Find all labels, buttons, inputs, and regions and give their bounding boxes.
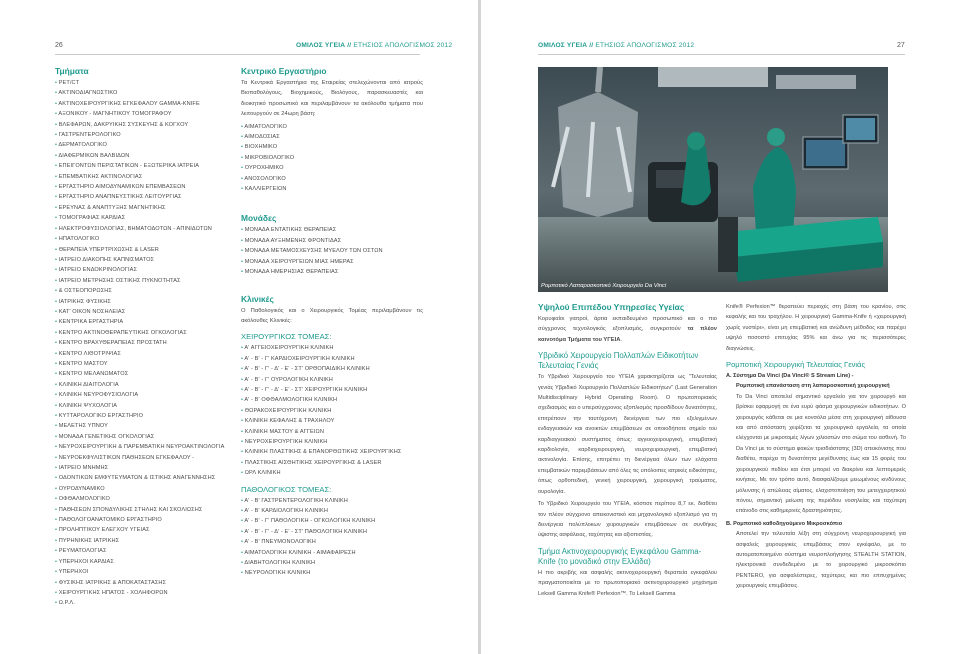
robotics-column: [726, 302, 906, 594]
department-item: • ΝΕΥΡΟΧΕΙΡΟΥΡΓΙΚΗ & ΠΑΡΕΜΒΑΤΙΚΗ ΝΕΥΡΟΑΚΤΙΝΟΛΟΓΙΑ: [55, 442, 235, 452]
department-item: • ΘΕΡΑΠΕΙΑ ΥΠΕΡΤΡΙΧΩΣΗΣ & LASER: [55, 245, 235, 255]
department-item: • ΚΛΙΝΙΚΗ ΨΥΧΟΛΟΓΙΑ: [55, 401, 235, 411]
department-item: • ΓΑΣΤΡΕΝΤΕΡΟΛΟΓΙΚΟ: [55, 130, 235, 140]
running-head-brand: ΟΜΙΛΟΣ ΥΓΕΙΑ //: [538, 42, 594, 49]
department-item: • ΚΕΝΤΡΙΚΑ ΕΡΓΑΣΤΗΡΙΑ: [55, 317, 235, 327]
surgical-clinic-item: • ΚΛΙΝΙΚΗ ΜΑΣΤΟΥ & ΑΓΓΕΙΩΝ: [241, 427, 423, 437]
department-item: • ΚΕΝΤΡΟ ΜΑΣΤΟΥ: [55, 359, 235, 369]
surgical-clinic-item: • ΝΕΥΡΟΧΕΙΡΟΥΡΓΙΚΗ ΚΛΙΝΙΚΗ: [241, 437, 423, 447]
department-item: • ΙΑΤΡΕΙΟ ΜΕΤΡΗΣΗΣ ΟΣΤΙΚΗΣ ΠΥΚΝΟΤΗΤΑΣ: [55, 276, 235, 286]
departments-title: Τμήματα: [55, 66, 89, 76]
department-item: • ΒΛΕΦΑΡΩΝ, ΔΑΚΡΥΙΚΗΣ ΣΥΣΚΕΥΗΣ & ΚΟΓΧΟΥ: [55, 120, 235, 130]
da-vinci-subtitle: Ρομποτική επανάσταση στη λαπαροσκοπική χειρουργική: [736, 383, 890, 390]
intro-bold-text: τα πλέον καινοτόμα Τμήματα του ΥΓΕΙΑ: [538, 326, 717, 343]
medical-clinic-item: • Α' - Β' ΠΝΕΥΜΟΝΟΛΟΓΙΚΗ: [241, 537, 423, 547]
medical-clinic-item: • Α' - Β' - Γ' - Δ' - Ε' - ΣΤ' ΠΑΘΟΛΟΓΙΚΗ ΚΛΙΝΙΚΗ: [241, 527, 423, 537]
clinics-title: Κλινικές: [241, 293, 274, 304]
department-item: • ΑΚΤΙΝΟΧΕΙΡΟΥΡΓΙΚΗΣ ΕΓΚΕΦΑΛΟΥ GAMMA-KNIFE: [55, 99, 235, 109]
department-item: • ΝΕΥΡΟΕΚΦΥΛΙΣΤΙΚΩΝ ΠΑΘΗΣΕΩΝ ΕΓΚΕΦΑΛΟΥ -: [55, 453, 235, 463]
department-item: • ΙΑΤΡΕΙΟ ΔΙΑΚΟΠΗΣ ΚΑΠΝΙΣΜΑΤΟΣ: [55, 255, 235, 265]
department-item: • ΥΠΕΡΗΧΟΙ ΚΑΡΔΙΑΣ: [55, 557, 235, 567]
department-item: • ΑΞΟΝΙΚΟΥ - ΜΑΓΝΗΤΙΚΟΥ ΤΟΜΟΓΡΑΦΟΥ: [55, 109, 235, 119]
surgical-clinic-item: • ΩΡΛ ΚΛΙΝΙΚΗ: [241, 468, 423, 478]
surgical-sector-title: ΧΕΙΡΟΥΡΓΙΚΟΣ ΤΟΜΕΑΣ:: [241, 332, 332, 342]
medical-clinic-item: • Α' - Β' ΚΑΡΔΙΟΛΟΓΙΚΗ ΚΛΙΝΙΚΗ: [241, 506, 423, 516]
department-item: • ΕΡΓΑΣΤΗΡΙΟ ΑΙΜΟΔΥΝΑΜΙΚΩΝ ΕΠΕΜΒΑΣΕΩΝ: [55, 182, 235, 192]
lab-item: • ΒΙΟΧΗΜΙΚΟ: [241, 142, 423, 152]
medical-sector-title: ΠΑΘΟΛΟΓΙΚΟΣ ΤΟΜΕΑΣ:: [241, 484, 332, 494]
department-item: • ΠΑΘΗΣΕΩΝ ΣΠΟΝΔΥΛΙΚΗΣ ΣΤΗΛΗΣ ΚΑΙ ΣΚΟΛΙΩΣΗΣ: [55, 505, 235, 515]
lab-item: • ΑΝΟΣΟΛΟΓΙΚΟ: [241, 174, 423, 184]
lab-item: • ΜΙΚΡΟΒΙΟΛΟΓΙΚΟ: [241, 153, 423, 163]
robotic-surgery-title: Ρομποτική Χειρουργική Τελευταίας Γενιάς: [726, 360, 866, 370]
units-list: [241, 225, 423, 277]
da-vinci-title: Α. Σύστημα Da Vinci (Da Vinci® S Stream Line) -: [726, 373, 854, 380]
left-page: [0, 0, 478, 654]
medical-clinic-item: • ΝΕΥΡΟΛΟΓΙΚΗ ΚΛΙΝΙΚΗ: [241, 568, 423, 578]
surgical-clinic-item: • Α' - Β' ΟΦΘΑΛΜΟΛΟΓΙΚΗ ΚΛΙΝΙΚΗ: [241, 395, 423, 405]
department-item: • ΕΠΕΙΓΟΝΤΩΝ ΠΕΡΙΣΤΑΤΙΚΩΝ - ΕΞΩΤΕΡΙΚΑ ΙΑΤΡΕΙΑ: [55, 161, 235, 171]
gamma-knife-title: Τμήμα Ακτινοχειρουργικής Εγκεφάλου Gamma-Knife (το μοναδικό στην Ελλάδα): [538, 546, 702, 566]
department-item: • ΚΕΝΤΡΟ ΛΙΘΟΤΡΙΨΙΑΣ: [55, 349, 235, 359]
department-item: • ΤΟΜΟΓΡΑΦΙΑΣ ΚΑΡΔΙΑΣ: [55, 213, 235, 223]
department-item: • ΧΕΙΡΟΥΡΓΙΚΗΣ ΗΠΑΤΟΣ - ΧΟΛΗΦΟΡΩΝ: [55, 588, 235, 598]
medical-clinic-item: • Α' - Β' - Γ' ΠΑΘΟΛΟΓΙΚΗ - ΟΓΚΟΛΟΓΙΚΗ ΚΛΙΝΙΚΗ: [241, 516, 423, 526]
gamma-knife-paragraph: Η πιο ακριβής και ασφαλής ακτινοχειρουργική θεραπεία εγκεφάλου πραγματοποιείται με το πρωτοποριακό ακτινοχειρουργικό μηχάνημα Leksell Gamma Knife® Perfexion™. Το Leksell Gamma: [538, 569, 717, 597]
units-title: Μονάδες: [241, 213, 277, 224]
surgical-clinic-item: • ΠΛΑΣΤΙΚΗΣ ΑΙΣΘΗΤΙΚΗΣ ΧΕΙΡΟΥΡΓΙΚΗΣ & LASER: [241, 458, 423, 468]
department-item: • ΕΠΕΜΒΑΤΙΚΗΣ ΑΚΤΙΝΟΛΟΓΙΑΣ: [55, 172, 235, 182]
department-item: • ΜΕΛΕΤΗΣ ΥΠΝΟΥ: [55, 421, 235, 431]
surgical-clinic-item: • ΘΩΡΑΚΟΧΕΙΡΟΥΡΓΙΚΗ ΚΛΙΝΙΚΗ: [241, 406, 423, 416]
department-item: • ΥΠΕΡΗΧΟΙ: [55, 567, 235, 577]
running-head: [538, 42, 694, 49]
department-item: • & ΟΣΤΕΟΠΟΡΩΣΗΣ: [55, 286, 235, 296]
department-item: • ΕΡΕΥΝΑΣ & ΑΝΑΠΤΥΞΗΣ ΜΑΓΝΗΤΙΚΗΣ: [55, 203, 235, 213]
department-item: • PET/CT: [55, 78, 235, 88]
central-lab-intro: Τα Κεντρικά Εργαστήρια της Εταιρείας στελεχώνονται από ιατρούς Βιοπαθολόγους, Βιοχημικούς, Βιολόγους, παρασκευαστές και διοικητικό προσωπικό και περιλαμβάνουν τα ακόλουθα τμήματα που λειτουργούν σε 24ωρη βάση:: [241, 80, 423, 118]
header-rule: [538, 54, 905, 55]
hybrid-or-title: Υβριδικό Χειρουργείο Πολλαπλών Ειδικοτήτων Τελευταίας Γενιάς: [538, 351, 699, 371]
department-item: • ΠΡΟΛΗΠΤΙΚΟΥ ΕΛΕΓΧΟΥ ΥΓΕΙΑΣ: [55, 525, 235, 535]
page-number: 27: [897, 42, 905, 49]
department-item: • ΚΕΝΤΡΟ ΑΚΤΙΝΟΘΕΡΑΠΕΥΤΙΚΗΣ ΟΓΚΟΛΟΓΙΑΣ: [55, 328, 235, 338]
lab-item: • ΚΑΛΛΙΕΡΓΕΙΩΝ: [241, 184, 423, 194]
department-item: • ΚΛΙΝΙΚΗ ΔΙΑΙΤΟΛΟΓΙΑ: [55, 380, 235, 390]
surgical-clinic-item: • Α' - Β' - Γ' - Δ' - Ε' - ΣΤ' ΟΡΘΟΠΑΙΔΙΚΗ ΚΛΙΝΙΚΗ: [241, 364, 423, 374]
da-vinci-text: Το Da Vinci αποτελεί σημαντικό εργαλείο για τον χειρουργό και βρίσκει εφαρμογή σε ένα ευρύ φάσμα χειρουργικών ειδικοτήτων. Ο χειρουργός κάθεται σε μια κονσόλα μέσα στη χειρουργική αίθουσα και από απόσταση χειρίζεται τα χειρουργικά εργαλεία, τα οποία ελέγχονται με μικροτομές λίγων χιλιοστών στο σώμα του ασθενή. Το Da Vinci με το σύστημα φακών τρισδιάστατης (3D) απεικόνισης που διαθέτει, παρέχει τη δυνατότητα μεγέθυνσης έως και 15 φορές του χειρουργικού πεδίου και έτσι μπορεί να διακρίνει και λεπτομερείς κινήσεις. Με τον τρόπο αυτό, διασφαλίζουμε μειωμένους κινδύνους μόλυνσης ή απώλειας αίματος, ελαχιστοποίηση του μετεγχειρητικού πόνου, σημαντική μείωση της περιόδου νοσηλείας και ταχύτερη επάνοδο στις καθημερινές δραστηριότητες.: [736, 393, 906, 515]
departments-list: [55, 78, 235, 609]
surgery-photo: [538, 67, 888, 292]
department-item: • ΙΑΤΡΕΙΟ ΕΝΔΟΚΡΙΝΟΛΟΓΙΑΣ: [55, 265, 235, 275]
unit-item: • ΜΟΝΑΔΑ ΕΝΤΑΤΙΚΗΣ ΘΕΡΑΠΕΙΑΣ: [241, 225, 423, 235]
clinics-intro: Ο Παθολογικός και ο Χειρουργικός Τομέας περιλαμβάνουν τις ακόλουθες Κλινικές:: [241, 307, 423, 324]
department-item: • ΑΚΤΙΝΟΔΙΑΓΝΩΣΤΙΚΟ: [55, 88, 235, 98]
unit-item: • ΜΟΝΑΔΑ ΗΜΕΡΗΣΙΑΣ ΘΕΡΑΠΕΙΑΣ: [241, 267, 423, 277]
department-item: • ΟΔΟΝΤΙΚΩΝ ΕΜΦΥΤΕΥΜΑΤΩΝ & ΙΣΤΙΚΗΣ ΑΝΑΓΕΝΝΗΣΗΣ: [55, 473, 235, 483]
hq-services-intro: [538, 314, 717, 345]
lab-item: • ΟΥΡΟΧΗΜΙΚΟ: [241, 163, 423, 173]
running-head-brand: ΟΜΙΛΟΣ ΥΓΕΙΑ //: [296, 42, 352, 49]
unit-item: • ΜΟΝΑΔΑ ΑΥΞΗΜΕΝΗΣ ΦΡΟΝΤΙΔΑΣ: [241, 236, 423, 246]
department-item: • ΚΛΙΝΙΚΗ ΝΕΥΡΟΦΥΣΙΟΛΟΓΙΑ: [55, 390, 235, 400]
departments-section: [55, 66, 235, 609]
department-item: • ΙΑΤΡΙΚΗΣ ΦΥΣΙΚΗΣ: [55, 297, 235, 307]
running-head-title: ΕΤΗΣΙΟΣ ΑΠΟΛΟΓΙΣΜΟΣ 2012: [595, 42, 695, 49]
hybrid-or-paragraph-2: Το Υβριδικό Χειρουργείο του ΥΓΕΙΑ, κόστισε περίπου 8,7 εκ. διαθέτει τον πλέον σύγχρονο απεικονιστικό και μηχανολογικό εξοπλισμό για τη διενέργεια πολύπλοκων χειρουργικών επεμβάσεων σε συνθήκες ύψιστης ασφάλειας, ταχύτητας και αξιοπιστίας.: [538, 501, 717, 539]
central-lab-title: Κεντρικό Εργαστήριο: [241, 66, 327, 76]
robotic-microscope-title: Β. Ρομποτικό καθοδηγούμενο Μικροσκόπιο: [726, 520, 843, 527]
unit-item: • ΜΟΝΑΔΑ ΜΕΤΑΜΟΣΧΕΥΣΗΣ ΜΥΕΛΟΥ ΤΩΝ ΟΣΤΩΝ: [241, 246, 423, 256]
department-item: • ΚΕΝΤΡΟ ΒΡΑΧΥΘΕΡΑΠΕΙΑΣ ΠΡΟΣΤΑΤΗ: [55, 338, 235, 348]
department-item: • ΚΕΝΤΡΟ ΜΕΛΑΝΩΜΑΤΟΣ: [55, 369, 235, 379]
intro-text: Κορυφαίοι γιατροί, άρτια εκπαιδευμένο προσωπικό και ο πιο σύγχρονος τεχνολογικός εξοπλισμός, συγκροτούν: [538, 316, 717, 333]
right-page: [481, 0, 959, 654]
medical-clinics-list: [241, 496, 423, 579]
services-column: [538, 302, 717, 601]
lab-item: • ΑΙΜΑΤΟΛΟΓΙΚΟ: [241, 122, 423, 132]
surgical-clinic-item: • Α' - Β' - Γ' ΟΥΡΟΛΟΓΙΚΗ ΚΛΙΝΙΚΗ: [241, 375, 423, 385]
department-item: • Ω.Ρ.Λ.: [55, 598, 235, 608]
gamma-knife-continued: Knife® Perfexion™ θεραπεύει περιοχές στη βάση του κρανίου, στις κεφαλής και του τραχήλου. Η χειρουργική Gamma-Knife ή «χειρουργική χωρίς νυστέρι», είναι μη επεμβατική και ανώδυνη μέθοδος και παρέχει υψηλό ποσοστό επιτυχίας 95% και άνω για τις περισσότερες διαγνώσεις.: [726, 304, 906, 352]
page-number: 26: [55, 42, 63, 49]
robotic-microscope-text: Αποτελεί την τελευταία λέξη στη σύγχρονη νευροχειρουργική για ασφαλείς χειρουργικές επεμβάσεις στον εγκέφαλο, με το αυτοματοποιημένο σύστημα νευροπλοήγησης STEALTH STATION, ηλεκτρονικά συνδεδεμένο με το χειρουργικό μικροσκόπιο PENTERO, για ασφαλέστερες, ταχύτερες και πιο επιτυχημένες χειρουργικές επεμβάσεις.: [736, 531, 906, 590]
surgical-clinic-item: • Α' - Β' - Γ' ΚΑΡΔΙΟΧΕΙΡΟΥΡΓΙΚΗ ΚΛΙΝΙΚΗ: [241, 354, 423, 364]
medical-clinic-item: • Α' - Β' ΓΑΣΤΡΕΝΤΕΡΟΛΟΓΙΚΗ ΚΛΙΝΙΚΗ: [241, 496, 423, 506]
department-item: • ΚΑΤ' ΟΙΚΟΝ ΝΟΣΗΛΕΙΑΣ: [55, 307, 235, 317]
running-head: [296, 42, 452, 49]
intro-end: .: [620, 336, 623, 343]
surgical-clinic-item: • ΚΛΙΝΙΚΗ ΚΕΦΑΛΗΣ & ΤΡΑΧΗΛΟΥ: [241, 416, 423, 426]
lab-item: • ΑΙΜΟΔΟΣΙΑΣ: [241, 132, 423, 142]
operating-room-illustration: [538, 67, 888, 292]
department-item: • ΠΥΡΗΝΙΚΗΣ ΙΑΤΡΙΚΗΣ: [55, 536, 235, 546]
department-item: • ΔΕΡΜΑΤΟΛΟΓΙΚΟ: [55, 140, 235, 150]
department-item: • ΔΙΑΦΕΡΜΙΚΩΝ ΒΑΛΒΙΔΩΝ: [55, 151, 235, 161]
department-item: • ΗΛΕΚΤΡΟΦΥΣΙΟΛΟΓΙΑΣ, ΒΗΜΑΤΟΔΟΤΩΝ - ΑΠΙΝΙΔΩΤΩΝ: [55, 224, 235, 234]
department-item: • ΡΕΥΜΑΤΟΛΟΓΙΑΣ: [55, 546, 235, 556]
department-item: • ΜΟΝΑΔΑ ΓΕΝΕΤΙΚΗΣ ΟΓΚΟΛΟΓΙΑΣ: [55, 432, 235, 442]
surgical-clinics-list: [241, 343, 423, 478]
department-item: • ΟΦΘΑΛΜΟΛΟΓΙΚΟ: [55, 494, 235, 504]
department-item: • ΕΡΓΑΣΤΗΡΙΟ ΑΝΑΠΝΕΥΣΤΙΚΗΣ ΛΕΙΤΟΥΡΓΙΑΣ: [55, 192, 235, 202]
hybrid-or-paragraph-1: Το Υβριδικό Χειρουργείο του ΥΓΕΙΑ χαρακτηρίζεται ως "Τελευταίας γενιάς Υβριδικό Χειρουργείο Πολλαπλών Ειδικοτήτων" (Last Generation Multidisciplinary Hybrid Operating Room). Ο πρωτοποριακός σχεδιασμός και ο υπερσύγχρονος εξοπλισμός προσδίδουν δυνατότητες, επιτρέπουν την ταυτόχρονη διενέργεια των πιο εξελιγμένων ενδαγγειακών και ανοικτών επεμβάσεων σε οποιοδήποτε σημείο του καρδιαγγειακού συστήματος όπως: αγγειοχειρουργική, επεμβατική καρδιολογία, καρδιοχειρουργική, νευροχειρουργική, επεμβατική ακτινολογία. Επίσης, επιτρέπει τη διενέργεια όλων των ελάχιστα επεμβατικών παρεμβάσεων από όλες τις υπόλοιπες ιατρικές ειδικότητες, όπως ορθοπεδική, γενική χειρουργική, χειρουργική τραύματος, ουρολογία.: [538, 374, 717, 495]
central-lab-list: [241, 122, 423, 195]
medical-clinic-item: • ΔΙΑΒΗΤΟΛΟΓΙΚΗ ΚΛΙΝΙΚΗ: [241, 558, 423, 568]
department-item: • ΟΥΡΟΔΥΝΑΜΙΚΟ: [55, 484, 235, 494]
department-item: • ΠΑΘΟΛΟΓΟΑΝΑΤΟΜΙΚΟ ΕΡΓΑΣΤΗΡΙΟ: [55, 515, 235, 525]
running-head-title: ΕΤΗΣΙΟΣ ΑΠΟΛΟΓΙΣΜΟΣ 2012: [353, 42, 453, 49]
photo-caption: Ρομποτικό Λαπαροσκοπικό Χειρουργείο Da Vinci: [541, 283, 667, 289]
surgical-clinic-item: • ΚΛΙΝΙΚΗ ΠΛΑΣΤΙΚΗΣ & ΕΠΑΝΟΡΘΩΤΙΚΗΣ ΧΕΙΡΟΥΡΓΙΚΗΣ: [241, 447, 423, 457]
hq-services-title: Υψηλού Επιπέδου Υπηρεσίες Υγείας: [538, 302, 685, 312]
unit-item: • ΜΟΝΑΔΑ ΧΕΙΡΟΥΡΓΕΙΩΝ ΜΙΑΣ ΗΜΕΡΑΣ: [241, 257, 423, 267]
department-item: • ΦΥΣΙΚΗΣ ΙΑΤΡΙΚΗΣ & ΑΠΟΚΑΤΑΣΤΑΣΗΣ: [55, 578, 235, 588]
surgical-clinic-item: • Α' - Β' - Γ' - Δ' - Ε' - ΣΤ' ΧΕΙΡΟΥΡΓΙΚΗ ΚΛΙΝΙΚΗ: [241, 385, 423, 395]
medical-clinic-item: • ΑΙΜΑΤΟΛΟΓΙΚΗ ΚΛΙΝΙΚΗ - ΑΙΜΑΦΑΙΡΕΣΗ: [241, 548, 423, 558]
header-rule: [55, 54, 420, 55]
labs-units-clinics-column: [241, 66, 423, 579]
department-item: • ΚΥΤΤΑΡΟΛΟΓΙΚΟ ΕΡΓΑΣΤΗΡΙΟ: [55, 411, 235, 421]
surgical-clinic-item: • Α' ΑΓΓΕΙΟΧΕΙΡΟΥΡΓΙΚΗ ΚΛΙΝΙΚΗ: [241, 343, 423, 353]
department-item: • ΙΑΤΡΕΙΟ ΜΝΗΜΗΣ: [55, 463, 235, 473]
department-item: • ΗΠΑΤΟΛΟΓΙΚΟ: [55, 234, 235, 244]
